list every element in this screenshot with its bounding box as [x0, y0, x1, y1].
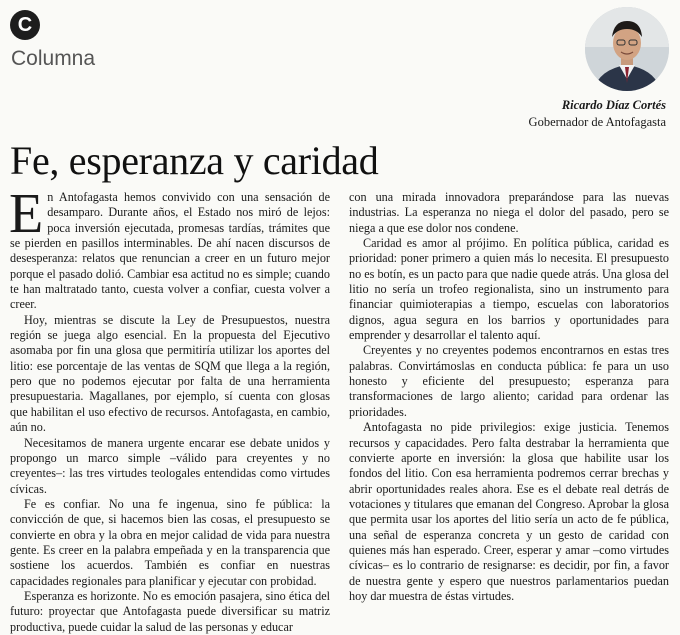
author-name: Ricardo Díaz Cortés	[561, 98, 666, 112]
headline: Fe, esperanza y caridad	[10, 138, 379, 183]
author-portrait-illustration	[585, 7, 669, 91]
paragraph: Caridad es amor al prójimo. En política pública, caridad es prioridad: poner primero a quien más lo necesita. El presupuesto no es botín, es un pacto para que nadie quede atrás. Una glosa del litio no sería un trofeo regionalista, sino un instrumento para financiar quimioterapias a tiempo, escuelas con laboratorios dignos, agua segura en los barrios y oportunidades para emprender y desarrollar el talento aquí.	[349, 236, 669, 343]
paragraph-text: n Antofagasta hemos convivido con una sensación de desamparo. Durante años, el Estado nos miró de lejos: poca inversión ejecutada, promesas tardías, trámites que se pierden en pasillos interminables. De ahí nacen discursos de desesperanza: relatos que renuncian a creer en un futuro mejor porque el pasado dolió. Cambiar esa actitud no es simple; cuando te han maltratado tanto, cuesta volver a confiar, cuesta volver a creer.	[10, 190, 330, 312]
body-column-2	[349, 190, 669, 604]
paragraph: Hoy, mientras se discute la Ley de Presupuestos, nuestra región se juega algo esencial. En la propuesta del Ejecutivo asomaba por fin una glosa que permitiría utilizar los aportes del litio: ese porcentaje de las ventas de SQM que llega a la región, pero que no podemos ejecutar por falta de una herramienta presupuestaria. Magallanes, por ejemplo, sí cuenta con glosas que habilitan el uso efectivo de recursos. Antofagasta, en cambio, aún no.	[10, 312, 330, 435]
author-byline	[529, 97, 666, 131]
paragraph: Esperanza es horizonte. No es emoción pasajera, sino ética del futuro: proyectar que Antofagasta puede diversificar su matriz productiva, puede cuidar la salud de las personas y educar	[10, 588, 330, 634]
drop-cap: E	[9, 183, 44, 245]
paragraph: Antofagasta no pide privilegios: exige justicia. Tenemos recursos y capacidades. Pero falta destrabar la herramienta que convierte aporte en inversión: la glosa que habilite usar los fondos del litio. Con esa herramienta podremos cerrar brechas y abrir oportunidades reales ahora. Ese es el debate real detrás de votaciones y titulares que emanan del Congreso. Aprobar la glosa que permita usar los aportes del litio sería un acto de fe pública, una señal de esperanza concreta y un gesto de caridad con quienes más han esperado. Creer, esperar y amar –como virtudes cívicas– es lo contrario de resignarse: es decidir, por fin, a favor de nuestra gente y espero que nuestros parlamentarios puedan hoy dar muestra de éstas virtudes.	[349, 420, 669, 603]
paragraph: Fe es confiar. No una fe ingenua, sino fe pública: la convicción de que, si hacemos bien las cosas, el presupuesto se convierte en obra y la obra en mejor calidad de vida para nuestra gente. Es creer en la palabra empeñada y en la transparencia que sostiene los acuerdos. También es confiar en nuestras capacidades regionales para planificar y ejecutar con probidad.	[10, 496, 330, 588]
paragraph: Necesitamos de manera urgente encarar ese debate unidos y propongo un marco simple –válido para creyentes y no creyentes–: las tres virtudes teologales entendidas como virtudes cívicas.	[10, 435, 330, 496]
body-column-1	[9, 183, 330, 635]
paragraph	[9, 183, 330, 313]
paragraph: con una mirada innovadora preparándose para las nuevas industrias. La esperanza no niega el dolor del pasado, pero se niega a que ese dolor nos condene.	[349, 190, 669, 235]
author-photo	[585, 7, 669, 91]
author-role: Gobernador de Antofagasta	[528, 115, 666, 129]
section-label: Columna	[11, 47, 96, 70]
section-badge: C	[10, 10, 40, 40]
paragraph: Creyentes y no creyentes podemos encontrarnos en estas tres palabras. Convirtámoslas en conducta pública: fe para un uso honesto y eficiente del presupuesto; esperanza para transformaciones de largo aliento; caridad para ordenar las prioridades.	[349, 343, 669, 419]
